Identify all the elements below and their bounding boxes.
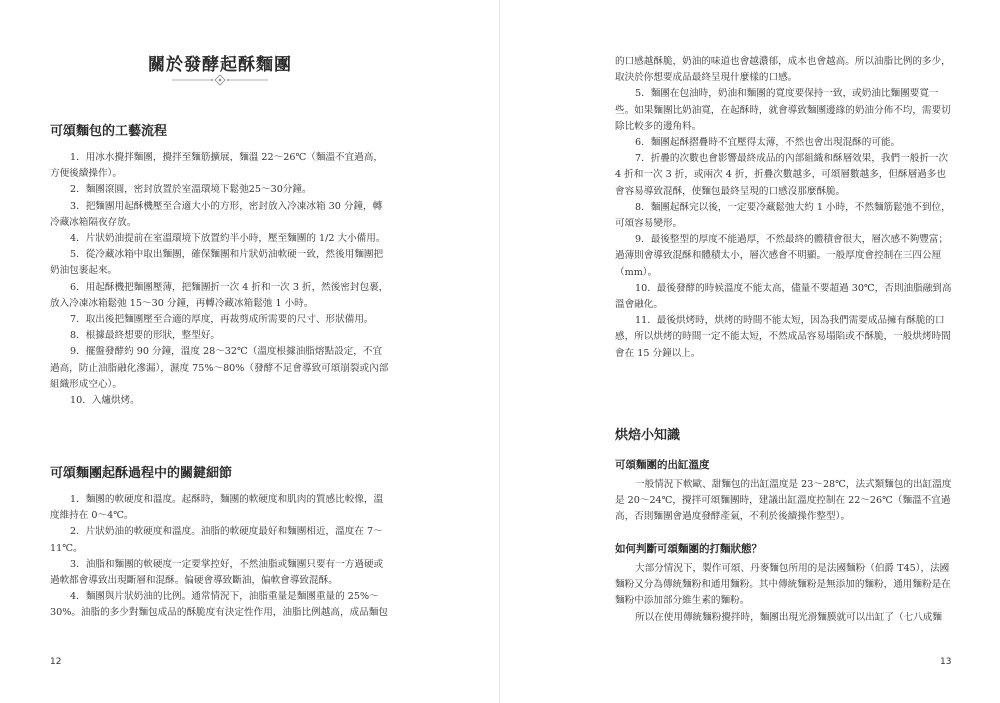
list-item: 9．最後整型的厚度不能過厚，不然最終的體積會很大，層次感不夠豐富；過薄則會導致混酥和體積太小，層次感會不明顯。一般厚度會控制在三四公厘（mm）。 [615, 234, 949, 278]
page-number: 13 [940, 657, 952, 667]
subheading-dough-state: 如何判斷可頌麵團的打麵狀態？ [615, 543, 762, 555]
continued-list [615, 54, 955, 362]
section-heading-process: 可頌麵包的工藝流程 [50, 124, 168, 139]
list-item: 10．最後發酵的時候溫度不能太高，儘量不要超過 30℃，否則油脂融到高溫會融化。 [615, 282, 952, 311]
section-heading-tips: 烘焙小知識 [615, 428, 681, 443]
page-number: 12 [50, 657, 62, 667]
list-item: 5．麵團在包油時，奶油和麵團的寬度要保持一致，或奶油比麵團要寬一些。如果麵團比奶油寬，在起酥時，就會導致麵團邊緣的奶油分佈不均，需要切除比較多的邊角料。 [615, 88, 951, 132]
subheading-dough-temperature: 可頌麵團的出缸溫度 [615, 459, 710, 471]
list-item: 2．麵團滾圓，密封放置於室溫環境下鬆弛25～30分鐘。 [70, 184, 312, 196]
list-item: 1．麵團的軟硬度和溫度。起酥時，麵團的軟硬度和肌肉的質感比較像，溫度維持在 0～4℃。 [50, 494, 384, 522]
title-ornament-icon [170, 74, 270, 86]
list-item: 8．根據最終想要的形狀，整型好。 [70, 330, 221, 342]
list-item: 11．最後烘烤時，烘烤的時間不能太短，因為我們需要成品擁有酥脆的口感，所以烘烤的時間一定不能太短，不然成品容易塌陷或不酥脆，一般烘烤時間會在 15 分鐘以上。 [615, 315, 951, 359]
list-item: 4．麵團與片狀奶油的比例。通常情況下，油脂重量是麵團重量的 25%～30%。油脂的多少對麵包成品的酥脆度有決定性作用，油脂比例越高，成品麵包 [50, 591, 388, 619]
list-item: 9．擺盤發酵約 90 分鐘，溫度 28～32℃（溫度根據油脂熔點設定，不宜過高，防止油脂融化滲漏），濕度 75%～80%（發酵不足會導致可頌崩裂或內部組織形成空心）。 [50, 346, 389, 390]
list-item: 3．把麵團用起酥機壓至合適大小的方形，密封放入冷凍冰箱 30 分鐘，轉冷藏冰箱隔夜存放。 [50, 200, 383, 228]
dough-state-text [615, 561, 955, 626]
list-item: 8．麵團起酥完以後，一定要冷藏鬆弛大約 1 小時，不然麵筋鬆弛不到位，可頌容易變形。 [615, 201, 951, 230]
list-item: 7．取出後把麵團壓至合適的厚度，再裁剪成所需要的尺寸、形狀備用。 [70, 314, 374, 326]
list-item: 5．從冷藏冰箱中取出麵團，確保麵團和片狀奶油軟硬一致，然後用麵團把奶油包裹起來。 [50, 249, 384, 277]
list-item: 的口感越酥脆，奶油的味道也會越濃郁，成本也會越高。所以油脂比例的多少，取決於你想要成品最終呈現什麼樣的口感。 [615, 56, 951, 84]
list-item: 7．折疊的次數也會影響最終成品的內部組織和酥層效果，我們一般折一次 4 折和一次 3 折，或兩次 4 折，折疊次數越多，可頌層數越多，但酥層過多也會容易導致混酥，使麵包最終呈現的口感沒那麼酥脆。 [615, 153, 949, 197]
list-item: 6．麵團起酥摺疊時不宜壓得太薄，不然也會出現混酥的可能。 [635, 137, 901, 149]
paragraph: 所以在使用傳統麵粉攪拌時，麵團出現光滑麵膜就可以出缸了（七八成麵 [635, 611, 942, 623]
list-item: 6．用起酥機把麵團壓薄，把麵團折一次 4 折和一次 3 折，然後密封包裹，放入冷凍冰箱鬆弛 15～30 分鐘，再轉冷藏冰箱鬆弛 1 小時。 [50, 281, 389, 309]
right-page [500, 0, 1000, 703]
list-item: 1．用冰水攪拌麵團，攪拌至麵筋擴展，麵溫 22～26℃（麵溫不宜過高，方便後續操作）。 [50, 152, 383, 180]
list-item: 4．片狀奶油提前在室溫環境下放置約半小時，壓至麵團的 1/2 大小備用。 [70, 233, 386, 245]
list-item: 2．片狀奶油的軟硬度和溫度。油脂的軟硬度最好和麵團相近，溫度在 7～11℃。 [50, 526, 383, 554]
list-item: 3．油脂和麵團的軟硬度一定要掌控好，不然油脂或麵團只要有一方過硬或過軟都會導致出現斷層和混酥。偏硬會導致斷油，偏軟會導致混酥。 [50, 558, 384, 587]
paragraph: 一般情況下軟歐、甜麵包的出缸溫度是 23～28℃，法式類麵包的出缸溫度是 20～24℃，攪拌可頌麵團時，建議出缸溫度控制在 22～26℃（麵溫不宜過高，否則麵團會過度發酵產氣，不利於後續操作整型）。 [615, 479, 952, 523]
dough-temperature-text [615, 477, 955, 526]
list-item: 10．入爐烘烤。 [70, 395, 140, 407]
section-heading-details: 可頌麵團起酥過程中的關鍵細節 [50, 466, 233, 481]
paragraph: 大部分情況下，製作可頌、丹麥麵包所用的是法國麵粉（伯爵 T45），法國麵粉又分為傳統麵粉和通用麵粉。其中傳統麵粉是無添加的麵粉，通用麵粉是在麵粉中添加部分維生素的麵粉。 [615, 563, 951, 607]
page-title: 關於發酵起酥麵團 [148, 55, 292, 75]
detail-list [50, 492, 390, 622]
process-steps [50, 150, 390, 409]
